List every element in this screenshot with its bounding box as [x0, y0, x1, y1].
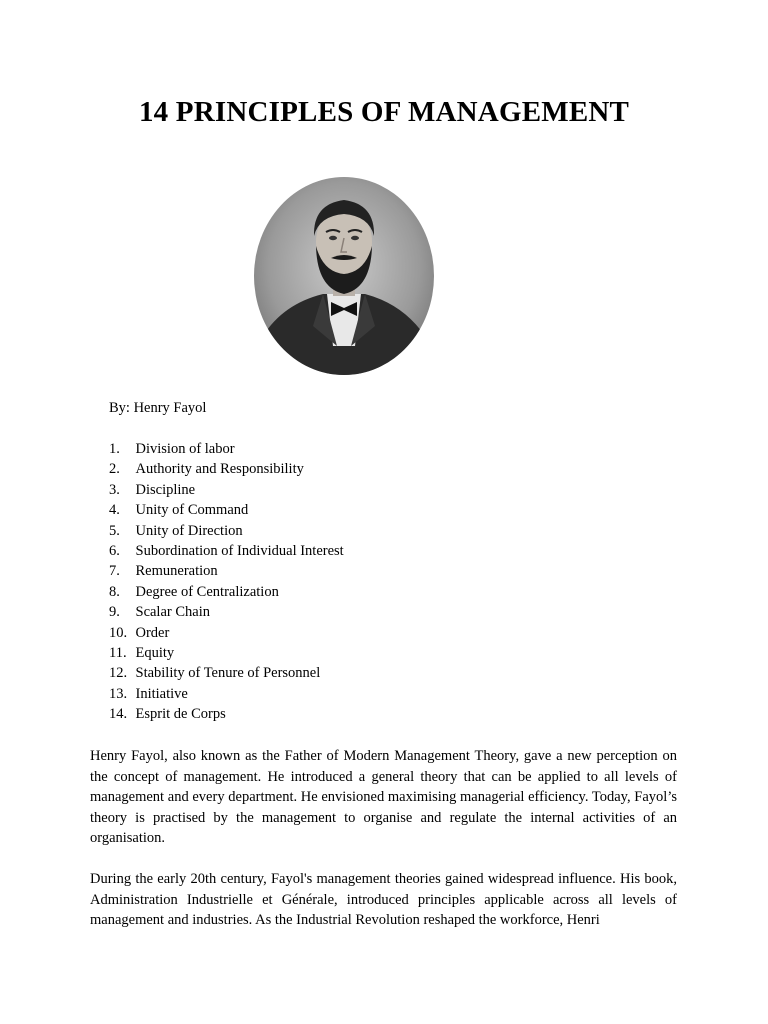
- list-item: [109, 684, 344, 704]
- list-item-number: 3.: [109, 481, 120, 498]
- list-item-number: 14.: [109, 706, 128, 723]
- list-item-text: Degree of Centralization: [135, 583, 279, 600]
- portrait-photo-icon: [253, 176, 435, 376]
- list-item-number: 13.: [109, 685, 128, 702]
- list-item: [109, 643, 344, 663]
- list-item-text: Authority and Responsibility: [135, 461, 304, 478]
- list-item-number: 8.: [109, 583, 120, 600]
- list-item-text: Remuneration: [135, 563, 218, 580]
- list-item-number: 9.: [109, 604, 120, 621]
- list-item-text: Initiative: [135, 685, 188, 702]
- list-item-text: Division of labor: [135, 441, 235, 457]
- list-item: [109, 704, 344, 724]
- list-item-number: 10.: [109, 624, 128, 641]
- list-item-number: 7.: [109, 563, 120, 580]
- list-item-text: Equity: [135, 645, 175, 662]
- list-item: [109, 521, 344, 541]
- byline: By: Henry Fayol: [109, 400, 207, 416]
- list-item: [109, 561, 344, 581]
- list-item-text: Subordination of Individual Interest: [135, 543, 344, 560]
- list-item-text: Stability of Tenure of Personnel: [135, 665, 321, 682]
- list-item-text: Unity of Direction: [135, 522, 243, 539]
- list-item: [109, 439, 344, 459]
- list-item: [109, 663, 344, 683]
- list-item: [109, 582, 344, 602]
- list-item: [109, 623, 344, 643]
- paragraph: Henry Fayol, also known as the Father of Modern Management Theory, gave a new perception on the concept of management. He introduced a general theory that can be applied to all levels of management and every department. He envisioned maximising managerial efficiency. Today, Fayol’s theory is practised by the management to organise and regulate the internal activities of an organisation.: [90, 748, 677, 846]
- list-item: [109, 459, 344, 479]
- list-item-number: 11.: [109, 645, 127, 662]
- list-item-text: Discipline: [135, 481, 196, 498]
- list-item-number: 4.: [109, 502, 120, 519]
- list-item-number: 6.: [109, 543, 120, 560]
- page-title: 14 PRINCIPLES OF MANAGEMENT: [138, 96, 630, 128]
- list-item: [109, 602, 344, 622]
- list-item: [109, 480, 344, 500]
- list-item-text: Unity of Command: [135, 502, 249, 519]
- list-item-text: Scalar Chain: [135, 604, 210, 621]
- list-item-number: 1.: [109, 441, 120, 457]
- list-item: [109, 500, 344, 520]
- list-item: [109, 541, 344, 561]
- list-item-number: 5.: [109, 522, 120, 539]
- list-item-text: Order: [135, 624, 170, 641]
- list-item-number: 12.: [109, 665, 128, 682]
- paragraph: During the early 20th century, Fayol's management theories gained widespread influence. His book, Administration Industrielle et Générale, introduced principles applicable across all levels of management and industries. As the Industrial Revolution reshaped the workforce, Henri: [90, 871, 677, 928]
- list-item-number: 2.: [109, 461, 120, 478]
- list-item-text: Esprit de Corps: [135, 706, 226, 723]
- principles-list: [109, 439, 344, 725]
